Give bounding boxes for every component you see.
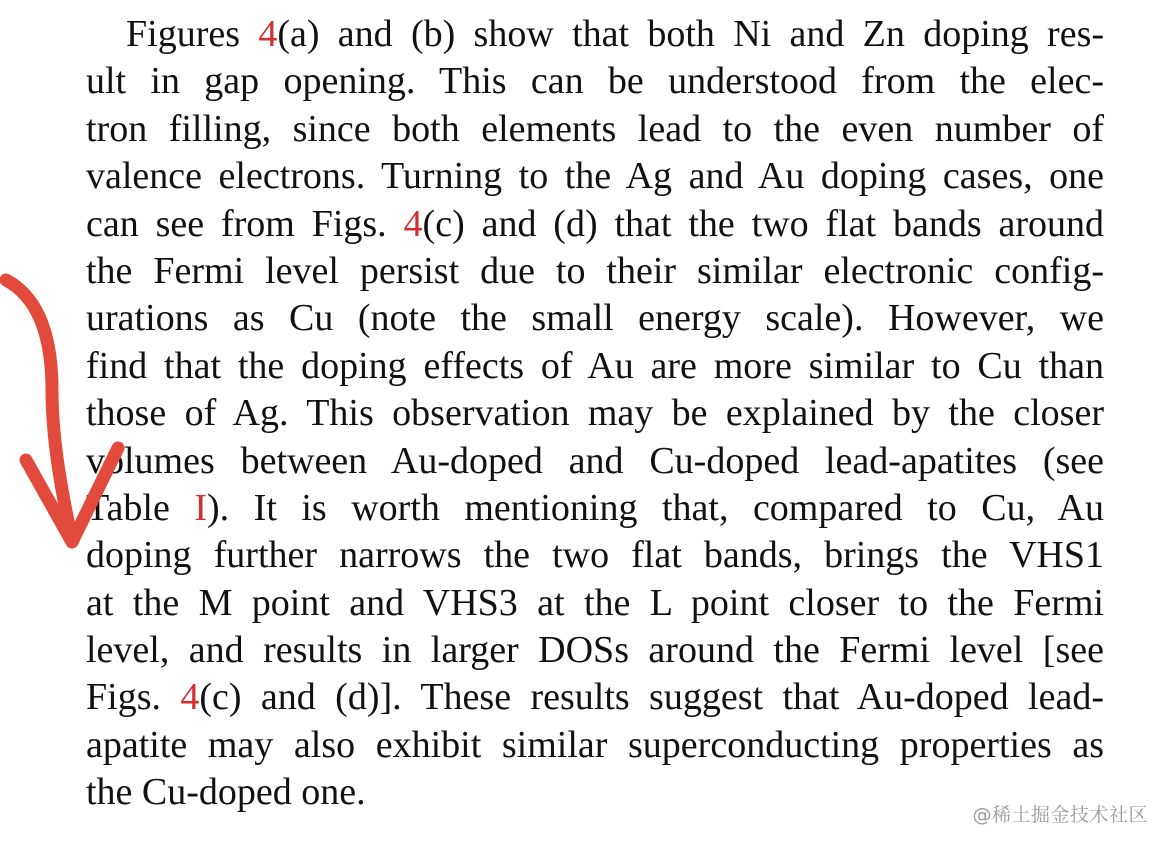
- text-line: apatite may also exhibit similar superconducting properties as: [86, 723, 1104, 766]
- text-line: Figs. 4(c) and (d)]. These results suggest that Au-doped lead-: [86, 676, 1104, 719]
- text-line: valence electrons. Turning to the Ag and Au doping cases, one: [86, 155, 1104, 198]
- text-line: doping further narrows the two flat bands, brings the VHS1: [86, 534, 1104, 577]
- text-line: Table I). It is worth mentioning that, compared to Cu, Au: [86, 486, 1104, 529]
- table-reference-link[interactable]: I: [194, 486, 208, 529]
- paragraph: [86, 11, 1104, 817]
- text-line: urations as Cu (note the small energy scale). However, we: [86, 297, 1104, 340]
- text-line: can see from Figs. 4(c) and (d) that the two flat bands around: [86, 202, 1104, 245]
- text-line: Figures 4(a) and (b) show that both Ni and Zn doping res-: [126, 13, 1105, 55]
- text-line: tron filling, since both elements lead to the even number of: [86, 107, 1104, 150]
- text-line: those of Ag. This observation may be explained by the closer: [86, 392, 1104, 435]
- text-line: volumes between Au-doped and Cu-doped lead-apatites (see: [86, 439, 1104, 482]
- text-line: the Fermi level persist due to their similar electronic config-: [86, 249, 1104, 292]
- figure-reference-link[interactable]: 4: [403, 202, 423, 245]
- text-line: the Cu-doped one.: [86, 771, 366, 814]
- watermark: @稀土掘金技术社区: [972, 804, 1148, 826]
- figure-reference-link[interactable]: 4: [258, 13, 278, 55]
- text-line: level, and results in larger DOSs around the Fermi level [see: [86, 629, 1104, 672]
- text-line: find that the doping effects of Au are more similar to Cu than: [86, 344, 1104, 387]
- figure-reference-link[interactable]: 4: [180, 676, 200, 719]
- text-line: ult in gap opening. This can be understood from the elec-: [86, 60, 1104, 103]
- text-line: at the M point and VHS3 at the L point closer to the Fermi: [86, 581, 1104, 624]
- annotation-arrow-icon: [0, 270, 140, 570]
